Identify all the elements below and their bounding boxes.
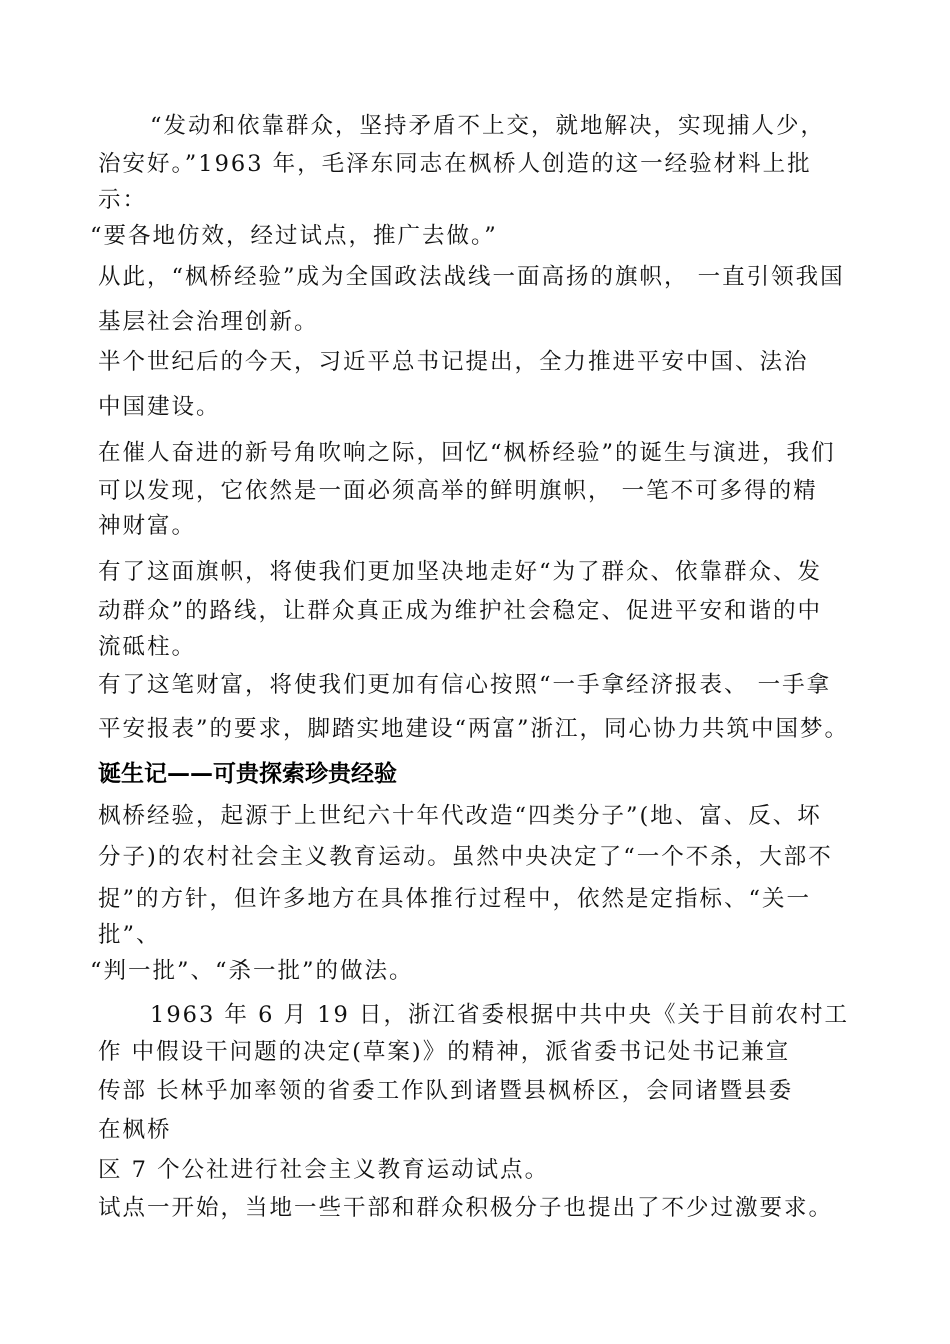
text-line: 传部 长林乎加率领的省委工作队到诸暨县枫桥区，会同诸暨县委 <box>98 1078 794 1104</box>
text-line: 基层社会治理创新。 <box>98 309 319 335</box>
text-line: “要各地仿效，经过试点，推广去做。” <box>90 223 498 249</box>
text-line: 可以发现，它依然是一面必须高举的鲜明旗帜， 一笔不可多得的精 <box>98 478 818 504</box>
text-line: 中国建设。 <box>98 394 221 420</box>
text-line: “判一批”、“杀一批”的做法。 <box>90 958 414 984</box>
text-line: 在催人奋进的新号角吹响之际，回忆“枫桥经验”的诞生与演进，我们 <box>98 440 836 466</box>
text-line: 区 7 个公社进行社会主义教育运动试点。 <box>98 1157 550 1183</box>
text-line: 试点一开始，当地一些干部和群众积极分子也提出了不少过激要求。 <box>98 1195 834 1221</box>
text-line: 平安报表”的要求，脚踏实地建设“两富”浙江，同心协力共筑中国梦。 <box>98 716 850 742</box>
text-line: 有了这面旗帜，将使我们更加坚决地走好“为了群众、依靠群众、发 <box>98 559 823 585</box>
text-line: 神财富。 <box>98 513 197 539</box>
text-line: “发动和依靠群众，坚持矛盾不上交，就地解决，实现捕人少， <box>150 113 826 139</box>
text-line: 分子)的农村社会主义教育运动。虽然中央决定了“一个不杀，大部不 <box>98 844 833 870</box>
text-line: 1963 年 6 月 19 日，浙江省委根据中共中央《关于目前农村工 <box>150 1002 849 1028</box>
text-line: 治安好。”1963 年，毛泽东同志在枫桥人创造的这一经验材料上批 <box>98 151 812 177</box>
text-line: 流砥柱。 <box>98 634 197 660</box>
section-heading: 诞生记——可贵探索珍贵经验 <box>98 761 397 787</box>
text-line: 半个世纪后的今天，习近平总书记提出，全力推进平安中国、法治 <box>98 349 809 375</box>
text-line: 示： <box>98 187 148 213</box>
text-line: 有了这笔财富，将使我们更加有信心按照“一手拿经济报表、 一手拿 <box>98 672 832 698</box>
text-line: 批”、 <box>98 922 161 948</box>
text-line: 作 中假设干问题的决定(草案)》的精神，派省委书记处书记兼宣 <box>98 1039 791 1065</box>
text-line: 动群众”的路线，让群众真正成为维护社会稳定、促进平安和谐的中 <box>98 598 823 624</box>
text-line: 枫桥经验，起源于上世纪六十年代改造“四类分子”(地、富、反、坏 <box>98 803 822 829</box>
text-line: 在枫桥 <box>98 1117 172 1143</box>
text-line: 从此，“枫桥经验”成为全国政法战线一面高扬的旗帜， 一直引领我国 <box>98 264 845 290</box>
text-line: 捉”的方针，但许多地方在具体推行过程中，依然是定指标、“关一 <box>98 886 812 912</box>
